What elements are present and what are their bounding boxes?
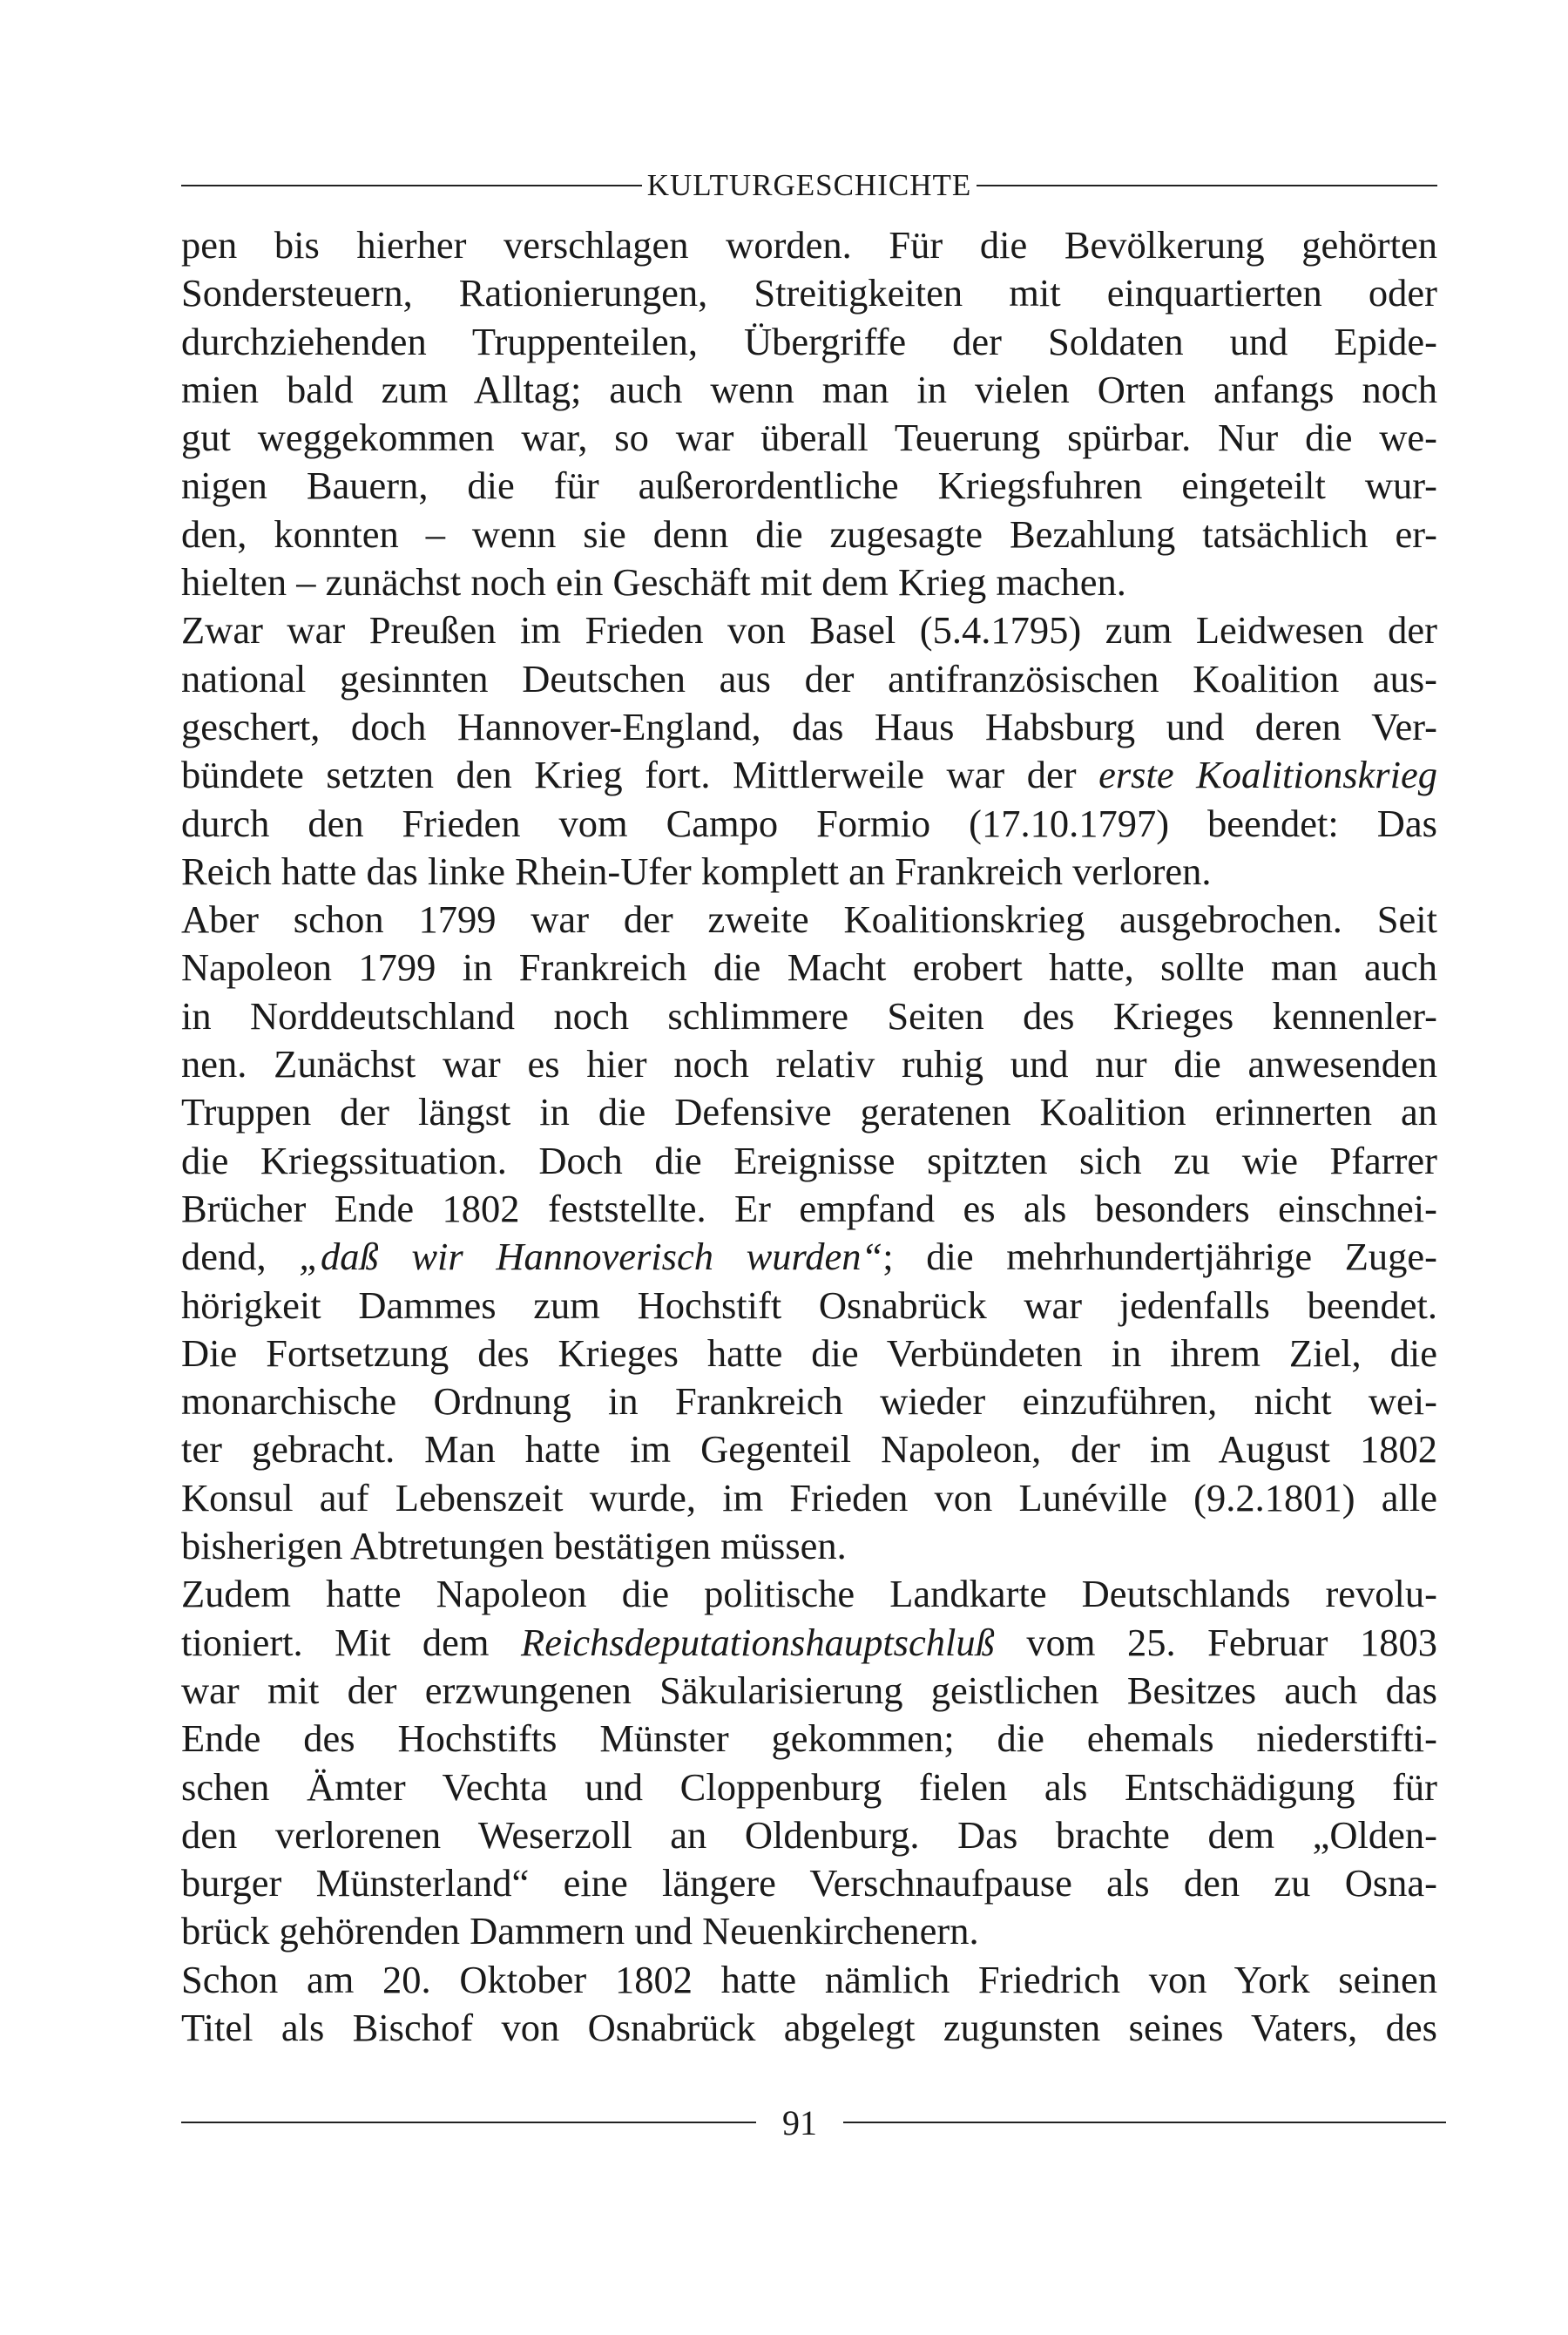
text-line: burger Münsterland“ eine längere Verschnaufpause als den zu Osna- [181, 1861, 1437, 1905]
italic-term: Reichsdeputationshauptschluß [521, 1620, 995, 1664]
text-line: Truppen der längst in die Defensive geratenen Koalition erinnerten an [181, 1090, 1437, 1134]
footer-rule-left [181, 2122, 756, 2123]
text-line: pen bis hierher verschlagen worden. Für die Bevölkerung gehörten [181, 223, 1437, 267]
text-segment: ; die mehrhundertjährige Zuge- [882, 1235, 1437, 1279]
text-line: durchziehenden Truppenteilen, Übergriffe der Soldaten und Epide- [181, 319, 1437, 363]
text-line: Zwar war Preußen im Frieden von Basel (5.4.1795) zum Leidwesen der [181, 608, 1437, 653]
page-number: 91 [782, 2102, 817, 2142]
italic-quote: „daß wir Hannoverisch wurden“ [299, 1235, 883, 1279]
text-segment: vom 25. Februar 1803 [994, 1620, 1437, 1664]
text-line: geschert, doch Hannover-England, das Haus Habsburg und deren Ver- [181, 704, 1437, 748]
text-line: hörigkeit Dammes zum Hochstift Osnabrück war jedenfalls beendet. [181, 1283, 1437, 1327]
text-line: den, konnten – wenn sie denn die zugesagte Bezahlung tatsächlich er- [181, 511, 1437, 556]
text-line: Ende des Hochstifts Münster gekommen; die ehemals niederstifti- [181, 1716, 1437, 1761]
text-line: national gesinnten Deutschen aus der antifranzösischen Koalition aus- [181, 656, 1437, 700]
page-footer [181, 2098, 1446, 2147]
text-line: Schon am 20. Oktober 1802 hatte nämlich Friedrich von York seinen [181, 1957, 1437, 2001]
text-line: Napoleon 1799 in Frankreich die Macht erobert hatte, sollte man auch [181, 945, 1437, 990]
footer-rule-right [843, 2122, 1446, 2123]
text-line: Brücher Ende 1802 feststellte. Er empfand es als besonders einschnei- [181, 1186, 1437, 1230]
text-line: gut weggekommen war, so war überall Teuerung spürbar. Nur die we- [181, 416, 1437, 460]
text-line: Reich hatte das linke Rhein-Ufer komplett an Frankreich verloren. [181, 849, 1212, 893]
text-line: Konsul auf Lebenszeit wurde, im Frieden von Lunéville (9.2.1801) alle [181, 1475, 1437, 1519]
text-line: nen. Zunächst war es hier noch relativ ruhig und nur die anwesenden [181, 1042, 1437, 1086]
text-line: mien bald zum Alltag; auch wenn man in vielen Orten anfangs noch [181, 367, 1437, 411]
text-line: Aber schon 1799 war der zweite Koalitionskrieg ausgebrochen. Seit [181, 897, 1437, 942]
text-line: ter gebracht. Man hatte im Gegenteil Napoleon, der im August 1802 [181, 1427, 1437, 1472]
text-line: nigen Bauern, die für außerordentliche Kriegsfuhren eingeteilt wur- [181, 464, 1437, 508]
text-segment: bündete setzten den Krieg fort. Mittlerweile war der [181, 753, 1099, 797]
text-line: bisherigen Abtretungen bestätigen müssen. [181, 1524, 847, 1568]
header-rule-right [977, 185, 1437, 186]
text-line: monarchische Ordnung in Frankreich wieder einzuführen, nicht wei- [181, 1379, 1437, 1424]
text-line: die Kriegssituation. Doch die Ereignisse spitzten sich zu wie Pfarrer [181, 1138, 1437, 1182]
text-line: durch den Frieden vom Campo Formio (17.10.1797) beendet: Das [181, 801, 1437, 845]
text-line: in Norddeutschland noch schlimmere Seiten des Krieges kennenler- [181, 993, 1437, 1038]
text-segment: dend, [181, 1235, 300, 1279]
text-line: Die Fortsetzung des Krieges hatte die Verbündeten in ihrem Ziel, die [181, 1330, 1437, 1375]
header-rule-left [181, 185, 642, 186]
header-title: KULTURGESCHICHTE [646, 168, 972, 202]
text-line: hielten – zunächst noch ein Geschäft mit dem Krieg machen. [181, 560, 1126, 605]
running-header [181, 164, 1437, 207]
text-line: Zudem hatte Napoleon die politische Landkarte Deutschlands revolu- [181, 1572, 1437, 1616]
text-line [181, 1619, 1437, 1667]
text-line: schen Ämter Vechta und Cloppenburg fielen als Entschädigung für [181, 1764, 1437, 1809]
text-line: Titel als Bischof von Osnabrück abgelegt zugunsten seines Vaters, des [181, 2005, 1437, 2049]
text-line: brück gehörenden Dammern und Neuenkirchenern. [181, 1909, 979, 1953]
text-segment: tioniert. Mit dem [181, 1620, 522, 1664]
text-line: den verlorenen Weserzoll an Oldenburg. Das brachte dem „Olden- [181, 1812, 1437, 1857]
text-line: Sondersteuern, Rationierungen, Streitigkeiten mit einquartierten oder [181, 271, 1437, 315]
text-line: war mit der erzwungenen Säkularisierung geistlichen Besitzes auch das [181, 1668, 1437, 1712]
body-text [181, 221, 1437, 2052]
text-line [181, 751, 1437, 799]
italic-term: erste Koalitionskrieg [1098, 753, 1437, 797]
text-line [181, 1233, 1437, 1281]
